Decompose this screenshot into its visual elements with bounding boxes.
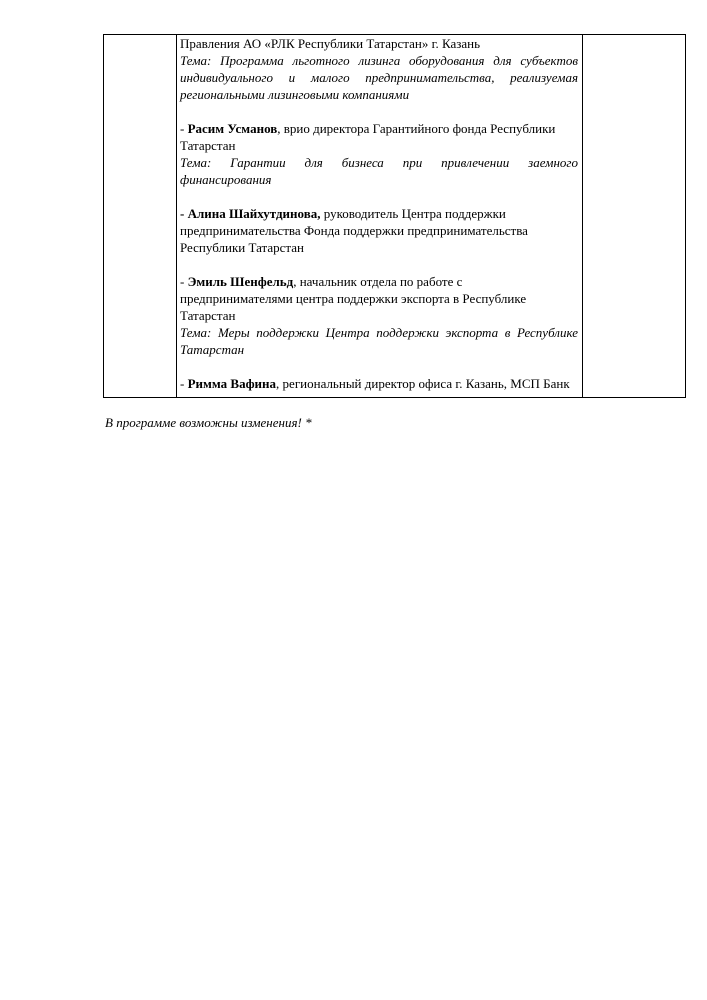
speaker-vafina <box>180 375 578 392</box>
topic-leasing: Тема: Программа льготного лизинга оборудования для субъектов индивидуального и малого предпринимательства, реализуемая региональными лизинговыми компаниями <box>180 53 578 102</box>
speaker-prefix: - <box>180 121 188 136</box>
topic-guarantees: Тема: Гарантии для бизнеса при привлечении заемного финансирования <box>180 155 578 187</box>
table-row <box>104 35 686 398</box>
spacer <box>180 103 578 120</box>
spacer <box>180 358 578 375</box>
org-line: Правления АО «РЛК Республики Татарстан» г. Казань <box>180 36 481 51</box>
speaker-role: , региональный директор офиса г. Казань, МСП Банк <box>276 376 570 391</box>
spacer <box>180 188 578 205</box>
changes-footnote: В программе возможны изменения! * <box>105 415 312 430</box>
spacer <box>180 256 578 273</box>
agenda-table <box>103 34 686 398</box>
speaker-name: Расим Усманов <box>187 121 278 136</box>
topic-export-support: Тема: Меры поддержки Центра поддержки экспорта в Республике Татарстан <box>180 325 578 357</box>
speaker-name: Эмиль Шенфельд <box>187 274 294 289</box>
speaker-role: , начальник отдела по работе с предпринимателями центра поддержки экспорта в Республике Татарстан <box>180 274 527 323</box>
speaker-name: - Алина Шайхутдинова, <box>180 206 321 221</box>
speaker-role: , врио директора Гарантийного фонда Республики Татарстан <box>180 121 556 153</box>
speakers-content <box>177 35 582 392</box>
table-cell-content <box>177 35 583 398</box>
speaker-shaykhutdinova <box>180 205 578 256</box>
speaker-prefix: - <box>180 274 188 289</box>
speaker-name: Римма Вафина <box>187 376 277 391</box>
table-cell-left <box>104 35 177 398</box>
speaker-usmanov <box>180 120 578 154</box>
speaker-shenfeld <box>180 273 578 324</box>
table-cell-right <box>583 35 686 398</box>
speaker-prefix: - <box>180 376 188 391</box>
speaker-role: руководитель Центра поддержки предпринимательства Фонда поддержки предпринимательства Республики Татарстан <box>180 206 528 255</box>
